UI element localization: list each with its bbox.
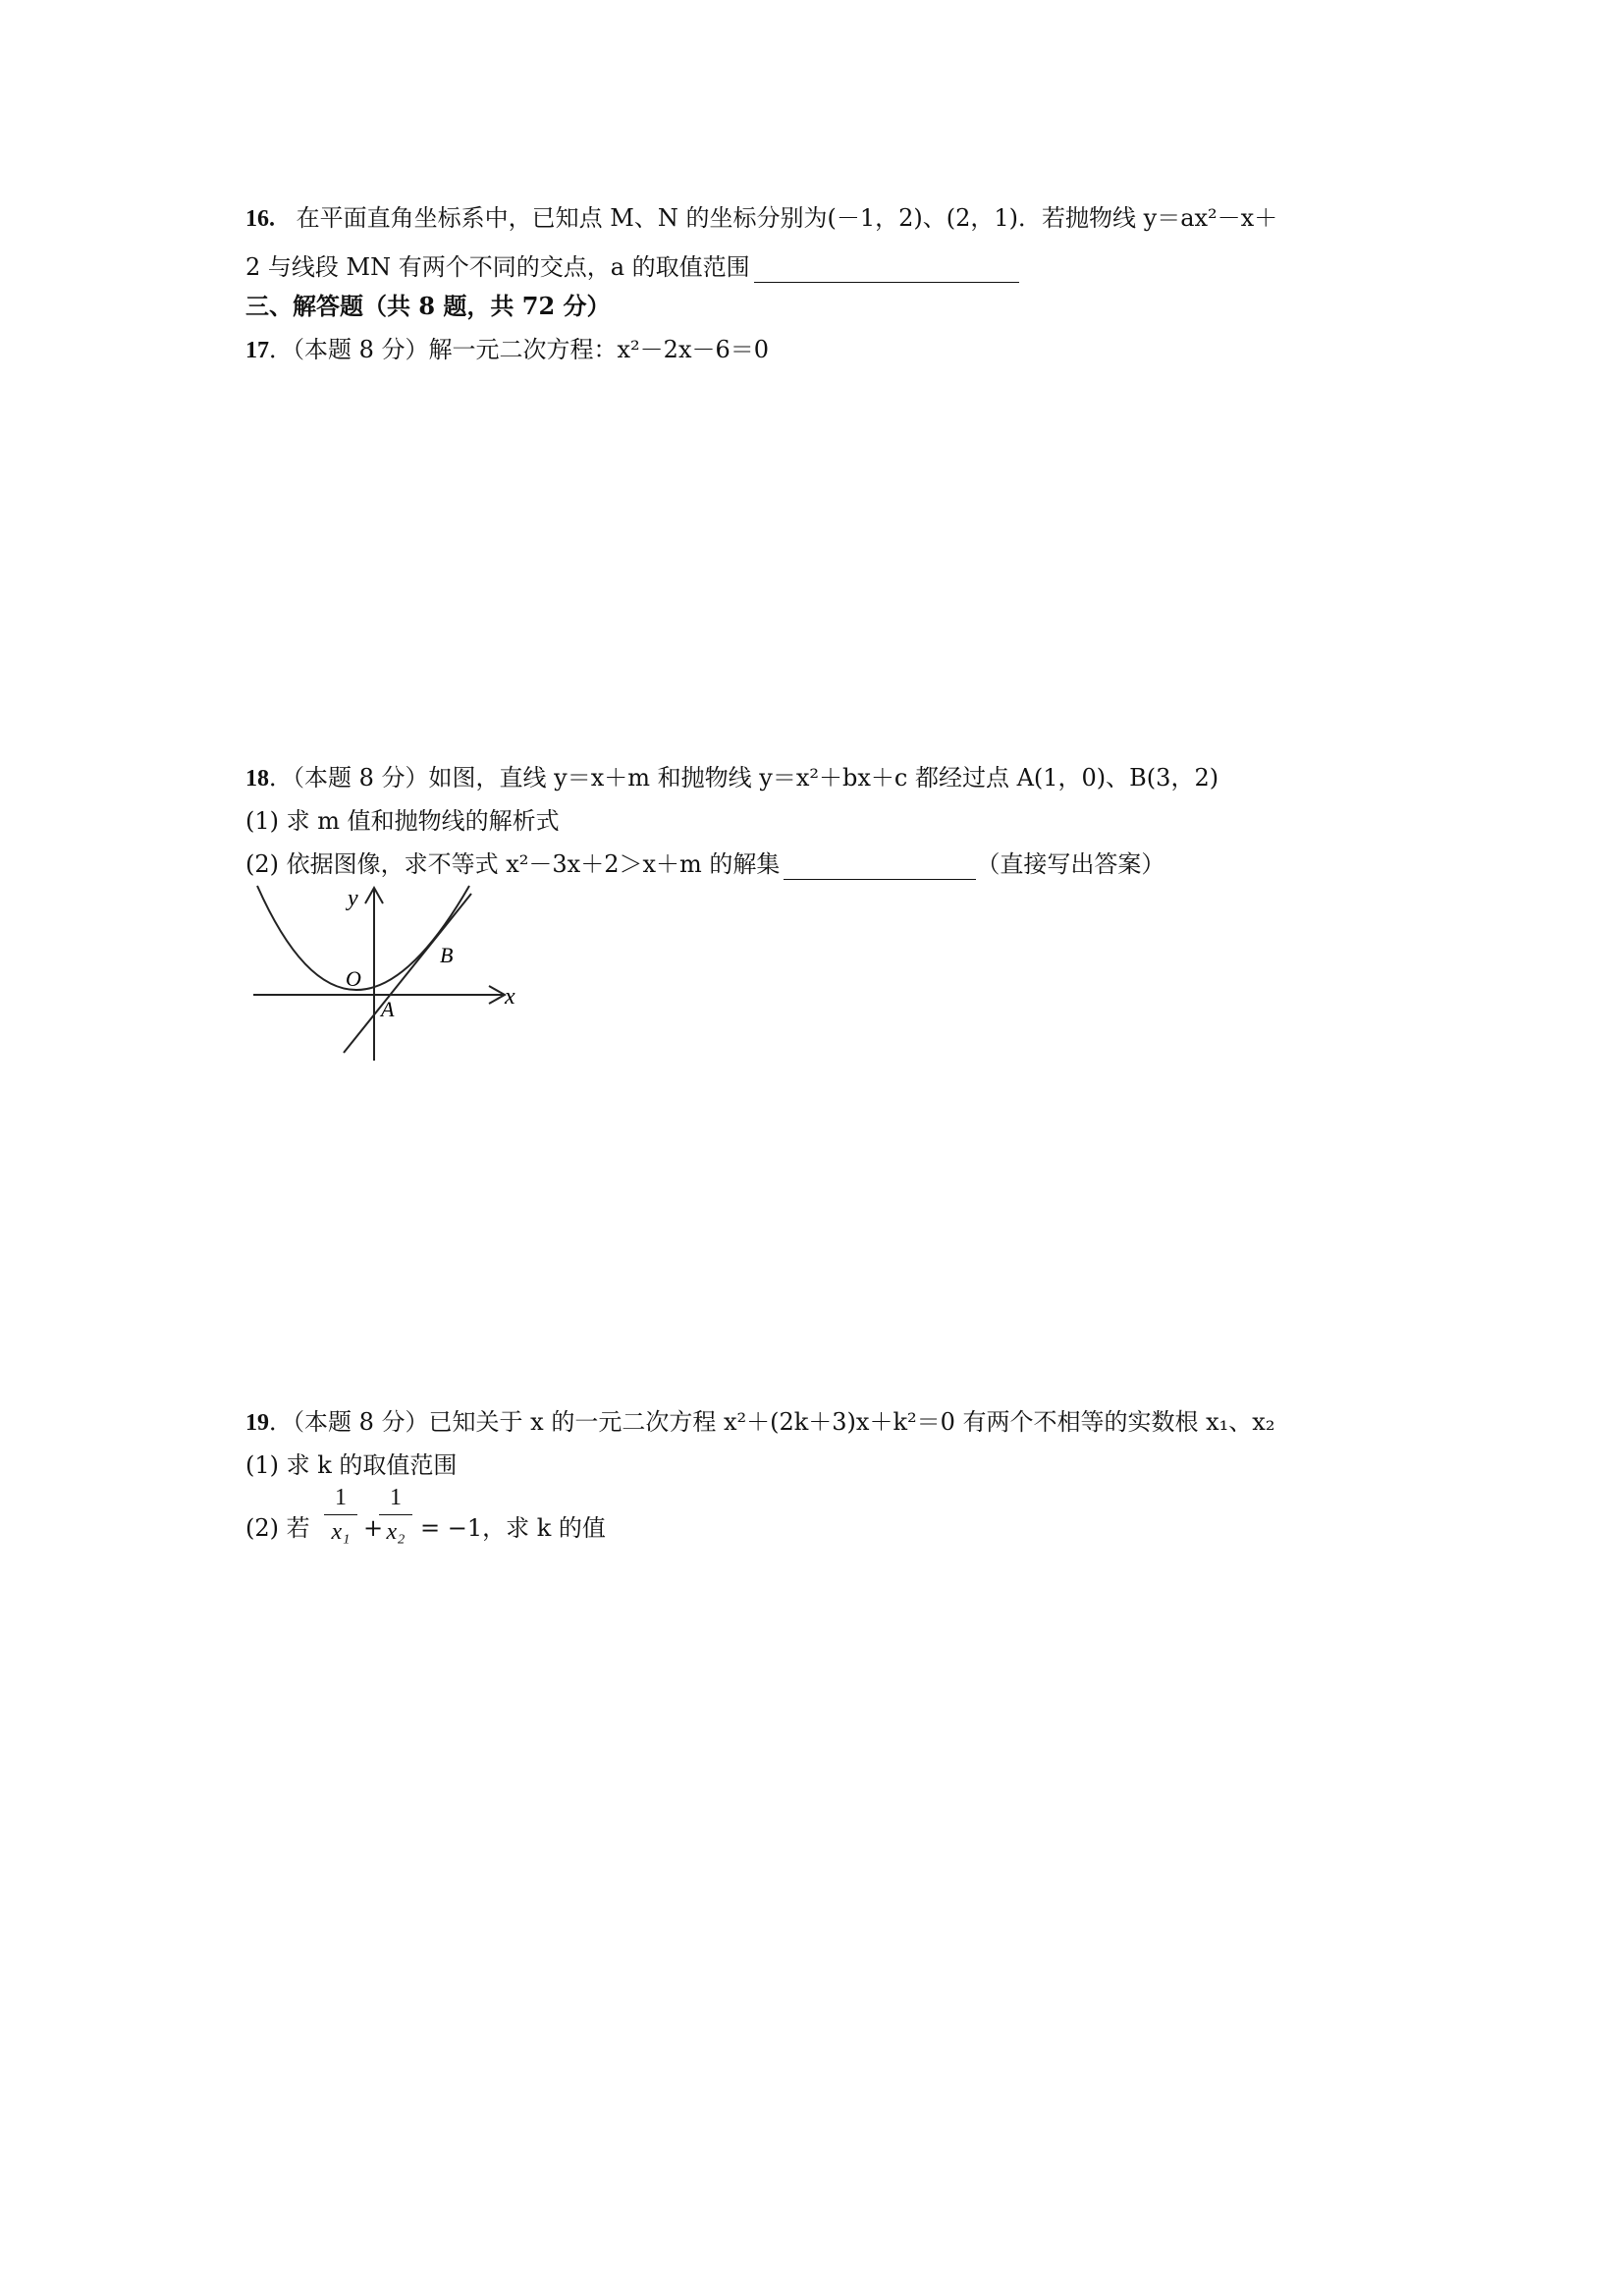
parabola-curve	[257, 886, 469, 990]
q16-answer-blank[interactable]	[754, 258, 1019, 283]
label-origin: O	[346, 966, 361, 991]
q19-line	[245, 1406, 1274, 1439]
q18-line	[245, 762, 1218, 794]
q19-frac1-bar	[324, 1514, 357, 1515]
q18-text: ．（本题 8 分）如图，直线 y＝x＋m 和抛物线 y＝x²＋bx＋c 都经过点 A(1，0)、B(3，2)	[269, 764, 1219, 792]
section3-heading: 三、解答题（共 8 题，共 72 分）	[245, 292, 611, 320]
q18-part2	[245, 848, 1164, 880]
label-point-b: B	[440, 943, 454, 967]
q16-line1	[245, 202, 1277, 235]
q17-number: 17	[245, 338, 269, 363]
q19-part2-prefix: (2) 若	[245, 1514, 310, 1542]
label-y: y	[348, 886, 358, 911]
q17-line	[245, 334, 769, 366]
label-x: x	[505, 984, 515, 1010]
q19-fraction-1	[324, 1483, 357, 1547]
q16-text-line2: 2 与线段 MN 有两个不同的交点，a 的取值范围	[245, 253, 750, 281]
q16-number: 16.	[245, 206, 275, 232]
q19-fraction-2	[379, 1483, 412, 1547]
q16-line2	[245, 251, 1019, 283]
q19-part1: (1) 求 k 的取值范围	[245, 1451, 458, 1479]
q18-number: 18	[245, 766, 269, 792]
q16-text-line1: 在平面直角坐标系中，已知点 M、N 的坐标分别为(－1，2)、(2，1)．若抛物线 y＝ax²－x＋	[296, 204, 1278, 232]
q19-frac2-denominator: x₂	[386, 1519, 406, 1545]
q19-part2-suffix: = −1，求 k 的值	[420, 1514, 606, 1542]
q18-part2-note: （直接写出答案）	[976, 850, 1165, 878]
straight-line	[344, 894, 471, 1053]
q17-text: ．（本题 8 分）解一元二次方程：x²－2x－6＝0	[269, 336, 770, 363]
label-point-a: A	[381, 997, 395, 1021]
q19-frac2-bar	[379, 1514, 412, 1515]
q19-frac1-denominator: x₁	[331, 1519, 351, 1545]
q18-part1: (1) 求 m 值和抛物线的解析式	[245, 807, 560, 835]
q18-part2-text: (2) 依据图像，求不等式 x²－3x＋2＞x＋m 的解集	[245, 850, 781, 878]
q19-frac2-numerator: 1	[390, 1485, 402, 1510]
q19-frac1-numerator: 1	[335, 1485, 347, 1510]
q19-text: ．（本题 8 分）已知关于 x 的一元二次方程 x²＋(2k＋3)x＋k²＝0 有两个不相等的实数根 x₁、x₂	[269, 1408, 1275, 1436]
q19-plus-sign: +	[363, 1514, 384, 1542]
q18-answer-blank[interactable]	[784, 855, 976, 880]
q18-graph-figure	[245, 884, 530, 1066]
q19-number: 19	[245, 1410, 269, 1436]
